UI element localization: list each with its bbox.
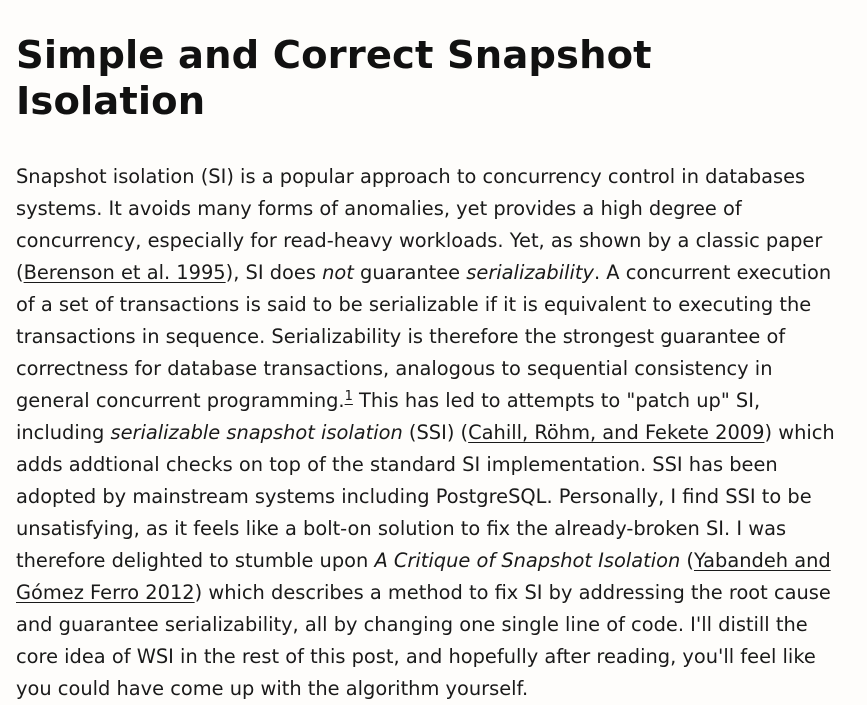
paragraph-text: ) which adds addtional checks on top of the standard SI implementation. SSI has been adopted by mainstream systems including PostgreSQL. Personally, I find SSI to be unsatisfying, as it feels like a bolt-on solution to fix the already-broken SI. I was therefore delighted to stumble upon — [16, 421, 835, 572]
paragraph-text: . A concurrent execution of a set of transactions is said to be serializable if it is equivalent to executing the transactions in sequence. Serializability is therefore the strongest guarantee of correctness for database transactions, analogous to sequential consistency in general concurrent programming. — [16, 261, 832, 412]
emphasis-serializability: serializability — [466, 261, 594, 284]
paragraph-text: This has led to attempts to "patch up" SI, including — [16, 389, 761, 444]
emphasis-not: not — [322, 261, 354, 284]
paragraph-text: ) which describes a method to fix SI by addressing the root cause and guarantee serializability, all by changing one single line of code. I'll distill the core idea of WSI in the rest of this post, and hopefully after reading, you'll feel like you could have come up with the algorithm yourself. — [16, 581, 831, 700]
citation-link-berenson[interactable]: Berenson et al. 1995 — [23, 261, 226, 284]
paragraph-text: (SSI) ( — [402, 421, 469, 444]
paragraph-text: ), SI does — [225, 261, 323, 284]
citation-link-cahill[interactable]: Cahill, Röhm, and Fekete 2009 — [468, 421, 765, 444]
paragraph-text: guarantee — [353, 261, 467, 284]
citation-link-yabandeh[interactable]: Yabandeh and Gómez Ferro 2012 — [16, 549, 831, 604]
intro-paragraph — [16, 161, 846, 705]
footnote-ref — [345, 389, 353, 404]
page-title: Simple and Correct Snapshot Isolation — [16, 33, 652, 124]
paragraph-text: Snapshot isolation (SI) is a popular approach to concurrency control in databases systems. It avoids many forms of anomalies, yet provides a high degree of concurrency, especially for read-heavy workloads. Yet, as shown by a classic paper ( — [16, 165, 823, 284]
emphasis-ssi: serializable snapshot isolation — [110, 421, 403, 444]
emphasis-critique-title: A Critique of Snapshot Isolation — [374, 549, 681, 572]
footnote-link-1[interactable]: 1 — [344, 389, 353, 404]
paragraph-text: ( — [680, 549, 694, 572]
